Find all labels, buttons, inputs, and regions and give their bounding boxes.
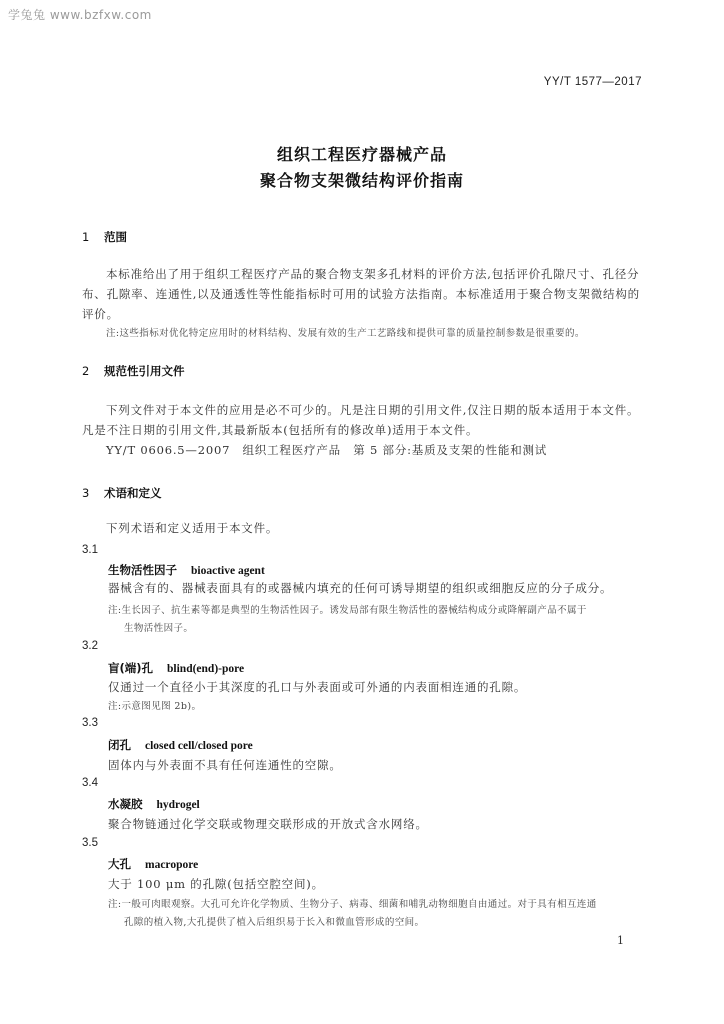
section-1-paragraph: 本标准给出了用于组织工程医疗产品的聚合物支架多孔材料的评价方法,包括评价孔隙尺寸、孔径分布、孔隙率、连通性,以及通透性等性能指标时可用的试验方法指南。本标准适用于聚合物支架微结构的评价。 [82,267,640,321]
document-title-line1: 组织工程医疗器械产品 [276,145,447,164]
term-note: 注:示意图见图 2b)。 [108,701,202,712]
term-zh: 大孔 [108,857,131,871]
section-2-paragraph: 下列文件对于本文件的应用是必不可少的。凡是注日期的引用文件,仅注日期的版本适用于本文件。凡是不注日期的引用文件,其最新版本(包括所有的修改单)适用于本文件。 [82,403,640,437]
term-zh: 闭孔 [108,738,131,752]
term-en: hydrogel [156,799,200,811]
term-heading [108,562,265,578]
term-heading [108,737,253,753]
term-en: macropore [145,859,199,871]
watermark: 学兔兔 www.bzfxw.com [8,8,152,22]
term-number: 3.1 [82,544,98,556]
section-number: 3 [82,486,90,500]
section-3-intro: 下列术语和定义适用于本文件。 [106,521,279,535]
term-note: 注:一般可肉眼观察。大孔可允许化学物质、生物分子、病毒、细菌和哺乳动物细胞自由通过。对于具有相互连通 [108,899,597,910]
term-zh: 盲(端)孔 [108,661,154,675]
section-number: 1 [82,230,90,244]
term-number: 3.3 [82,717,98,729]
term-definition: 固体内与外表面不具有任何连通性的空隙。 [108,758,342,772]
section-1-note: 注:这些指标对优化特定应用时的材料结构、发展有效的生产工艺路线和提供可靠的质量控制参数是很重要的。 [106,328,585,339]
normative-reference: YY/T 0606.5—2007 组织工程医疗产品 第 5 部分:基质及支架的性能和测试 [106,443,548,457]
term-heading [108,660,244,676]
section-number: 2 [82,364,90,378]
section-title: 范围 [104,230,127,244]
document-title-line2: 聚合物支架微结构评价指南 [259,171,464,190]
standard-code: YY/T 1577—2017 [543,76,642,88]
term-en: bioactive agent [191,565,265,577]
term-number: 3.2 [82,640,98,652]
term-definition: 大于 100 μm 的孔隙(包括空腔空间)。 [108,877,324,891]
term-en: blind(end)-pore [167,663,245,675]
section-3-heading [82,485,162,501]
term-heading [108,856,198,872]
page-number: 1 [617,934,624,947]
term-en: closed cell/closed pore [145,740,253,752]
section-title: 规范性引用文件 [104,364,185,378]
section-1-heading [82,229,127,245]
term-note: 注:生长因子、抗生素等都是典型的生物活性因子。诱发局部有限生物活性的器械结构成分或降解副产品不属于 [108,605,587,616]
term-zh: 水凝胶 [108,797,143,811]
term-zh: 生物活性因子 [108,563,177,577]
term-heading [108,796,200,812]
term-number: 3.4 [82,777,98,789]
term-definition: 聚合物链通过化学交联或物理交联形成的开放式含水网络。 [108,817,428,831]
section-title: 术语和定义 [104,486,162,500]
term-definition: 器械含有的、器械表面具有的或器械内填充的任何可诱导期望的组织或细胞反应的分子成分。 [108,581,613,595]
term-note-continued: 孔隙的植入物,大孔提供了植入后组织易于长入和微血管形成的空间。 [124,917,425,928]
term-number: 3.5 [82,837,98,849]
term-definition: 仅通过一个直径小于其深度的孔口与外表面或可外通的内表面相连通的孔隙。 [108,680,527,694]
term-note-continued: 生物活性因子。 [124,623,194,634]
section-2-heading [82,363,185,379]
